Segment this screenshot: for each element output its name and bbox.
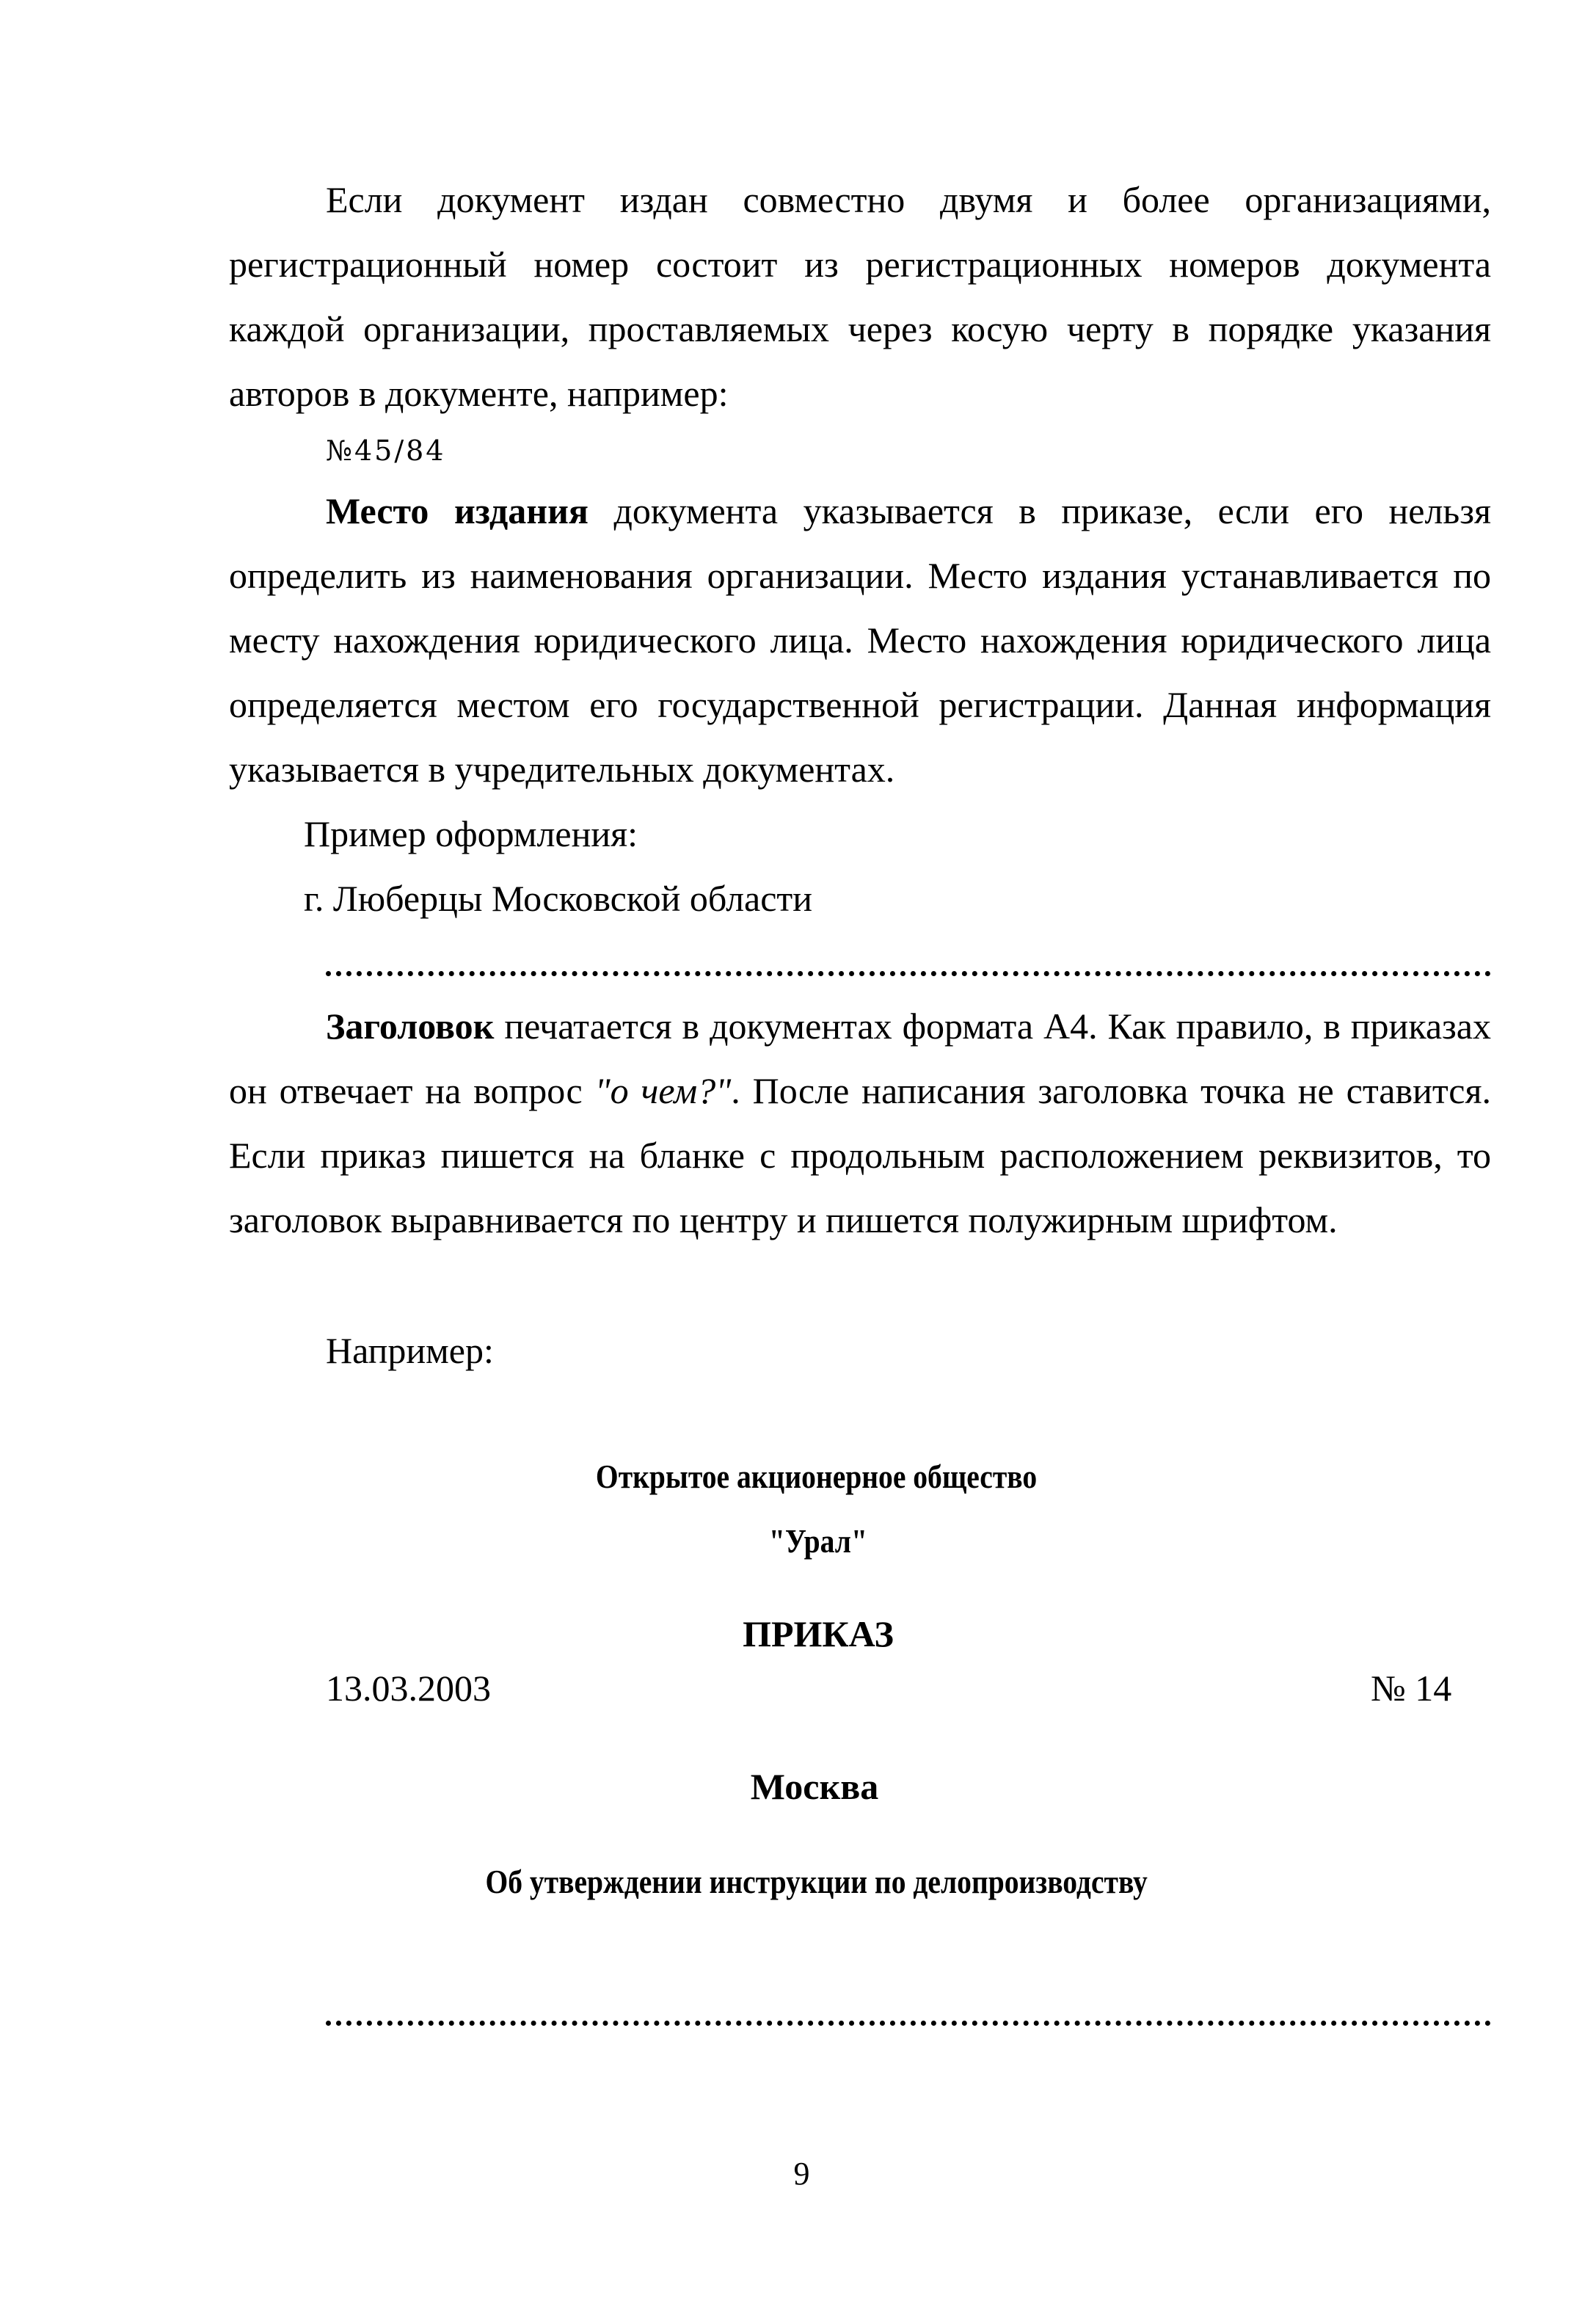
paragraph-registration-number: Если документ издан совместно двумя и более организациями, регистрационный номер состоит из регистрационных номеров документа каждой организации, проставляемых через косую черту в порядке указания авторов в документе, например: <box>229 179 1491 414</box>
dotted-separator <box>326 954 1491 976</box>
sample-city: Москва <box>750 1766 879 1807</box>
place-example: г. Люберцы Московской области <box>304 878 813 919</box>
paragraph-heading: Заголовок печатается в документах формата А4. Как правило, в приказах он отвечает на вопрос "о чем?". После написания заголовка точка не ставится. Если приказ пишется на бланке с продольным расположением реквизитов, то заголовок выравнивается по центру и пишется полужирным шрифтом. <box>229 1006 1491 1240</box>
page-number: 9 <box>793 2156 810 2192</box>
term-heading: Заголовок <box>326 1006 495 1047</box>
term-place-of-issue: Место издания <box>326 490 589 531</box>
paragraph-place-of-issue: Место издания документа указывается в приказе, если его нельзя определить из наименования организации. Место издания устанавливается по месту нахождения юридического лица. Место нахождения юридического лица определяется местом его государственной регистрации. Данная информация указывается в учредительных документах. <box>229 490 1491 790</box>
example-label: Пример оформления: <box>304 813 638 854</box>
sample-date: 13.03.2003 <box>326 1668 491 1709</box>
sample-organization-quote: "Урал" <box>768 1522 868 1560</box>
registration-number-example: №45/84 <box>326 435 446 467</box>
sample-number: № 14 <box>1371 1668 1452 1709</box>
sample-organization-name: Открытое акционерное общество <box>595 1458 1038 1495</box>
for-example-label: Например: <box>326 1330 494 1371</box>
sample-heading: Об утверждении инструкции по делопроизводству <box>485 1863 1148 1900</box>
sample-document-type: ПРИКАЗ <box>743 1613 894 1654</box>
dotted-separator-bottom <box>326 2004 1491 2026</box>
